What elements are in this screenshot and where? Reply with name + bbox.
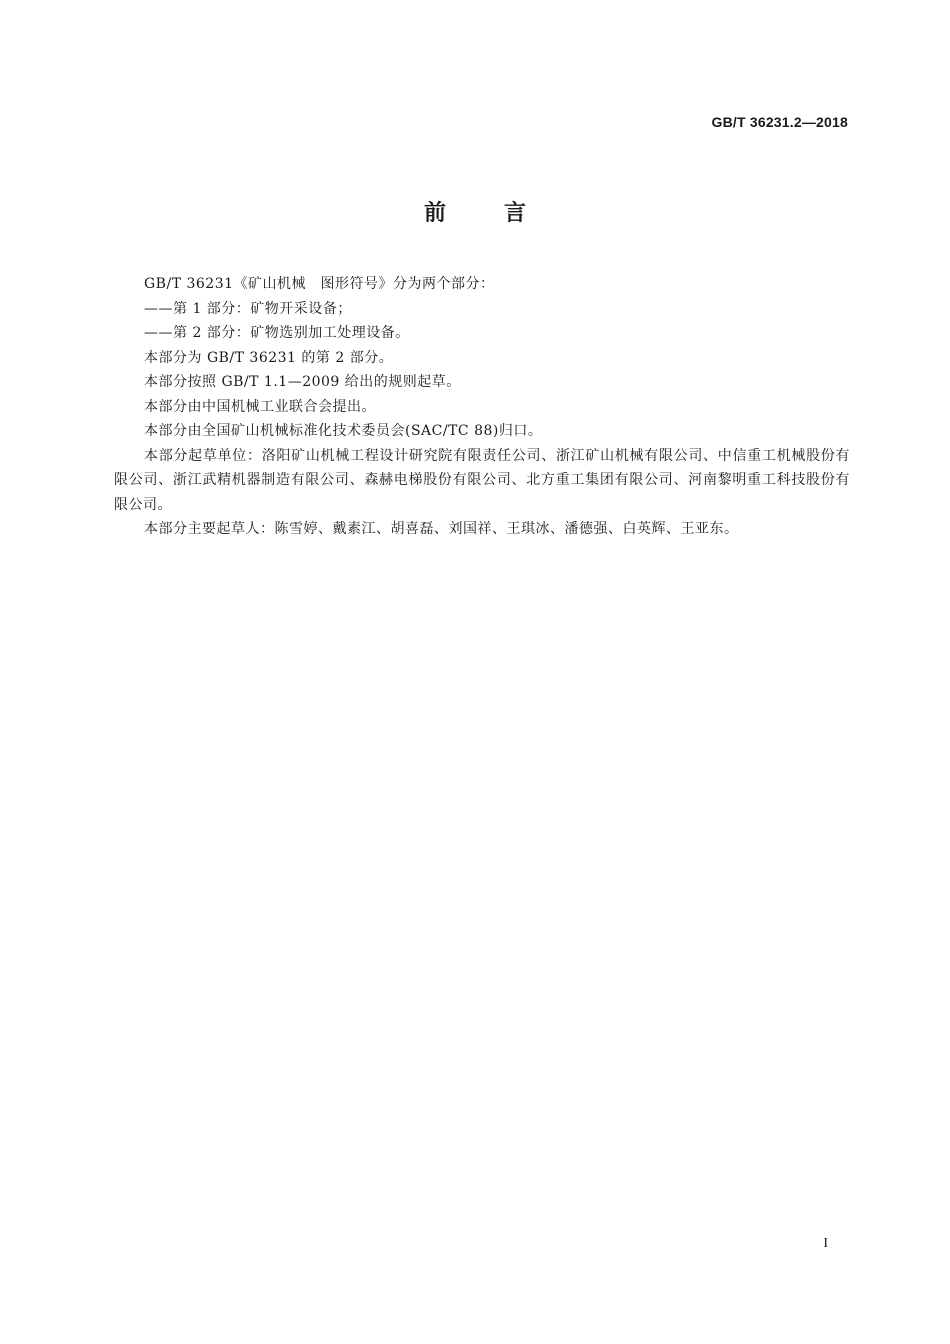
paragraph-administered-by: 本部分由全国矿山机械标准化技术委员会(SAC/TC 88)归口。 <box>144 423 543 439</box>
page-number: I <box>823 1236 828 1251</box>
page-title: 前言 <box>423 201 584 226</box>
paragraph-part-1: ——第 1 部分：矿物开采设备； <box>144 300 352 317</box>
paragraph-drafting-rules: 本部分按照 GB/T 1.1—2009 给出的规则起草。 <box>144 374 461 390</box>
paragraph-this-part: 本部分为 GB/T 36231 的第 2 部分。 <box>144 349 394 366</box>
paragraph-proposed-by: 本部分由中国机械工业联合会提出。 <box>144 398 376 415</box>
paragraph-parts-intro: GB/T 36231《矿山机械 图形符号》分为两个部分： <box>144 276 495 292</box>
paragraph-part-2: ——第 2 部分：矿物选别加工处理设备。 <box>144 325 410 341</box>
paragraph-drafting-units: 本部分起草单位：洛阳矿山机械工程设计研究院有限责任公司、浙江矿山机械有限公司、中信重工机械股份有限公司、浙江武精机器制造有限公司、森赫电梯股份有限公司、北方重工集团有限公司、河南黎明重工科技股份有限公司。 <box>114 447 850 513</box>
foreword-body <box>114 272 850 542</box>
standard-code: GB/T 36231.2—2018 <box>711 114 848 130</box>
paragraph-main-drafters: 本部分主要起草人：陈雪婷、戴素江、胡喜磊、刘国祥、王琪冰、潘德强、白英辉、王亚东。 <box>144 521 739 537</box>
